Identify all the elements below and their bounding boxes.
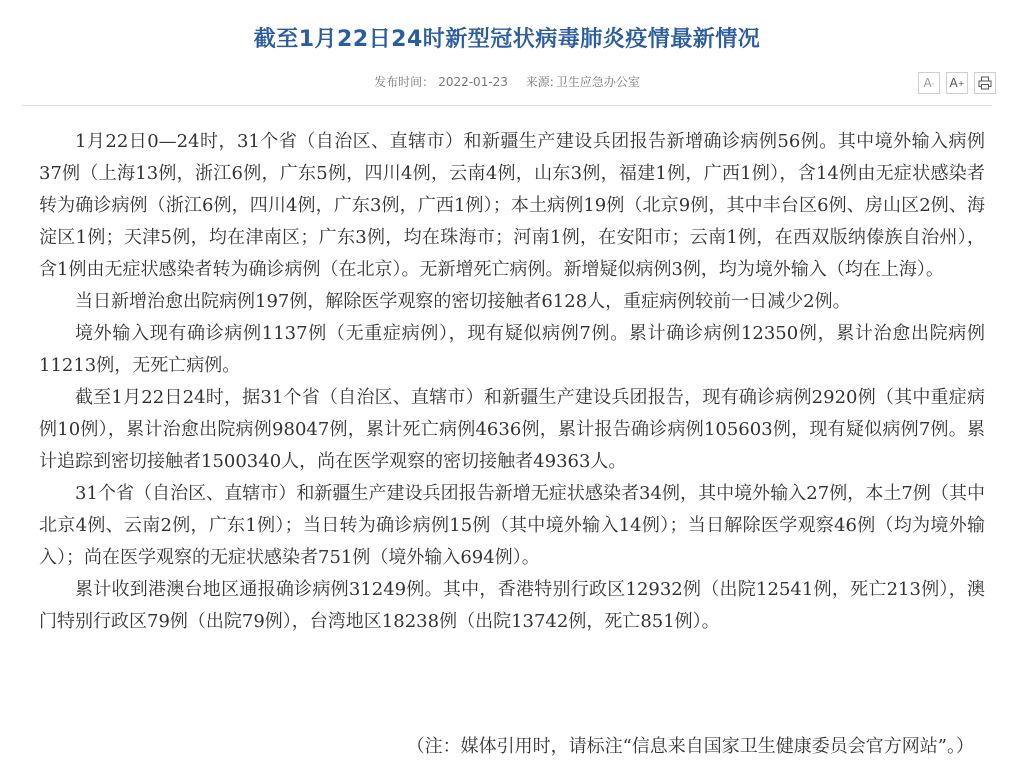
publish-info [374, 75, 508, 89]
minus-icon: - [931, 78, 935, 88]
increase-font-label: A [949, 76, 958, 90]
print-button[interactable] [974, 72, 996, 94]
paragraph: 境外输入现有确诊病例1137例（无重症病例），现有疑似病例7例。累计确诊病例12350例，累计治愈出院病例11213例，无死亡病例。 [39, 323, 985, 376]
publish-label: 发布时间： [374, 75, 435, 89]
source-name: 卫生应急办公室 [555, 75, 640, 89]
paragraph: 1月22日0—24时，31个省（自治区、直辖市）和新疆生产建设兵团报告新增确诊病例56例。其中境外输入病例37例（上海13例，浙江6例，广东5例，四川4例，云南4例，山东3例，福建1例，广西1例），含14例由无症状感染者转为确诊病例（浙江6例，四川4例，广东3例，广西1例）；本土病例19例（北京9例，其中丰台区6例、房山区2例、海淀区1例；天津5例，均在津南区；广东3例，均在珠海市；河南1例，在安阳市；云南1例，在西双版纳傣族自治州），含1例由无症状感染者转为确诊病例（在北京）。无新增死亡病例。新增疑似病例3例，均为境外输入（均在上海）。 [39, 131, 985, 280]
decrease-font-label: A [923, 76, 932, 90]
source-info [526, 75, 640, 89]
printer-icon [978, 76, 992, 90]
publish-date: 2022-01-23 [438, 75, 508, 89]
article-meta [0, 73, 1014, 90]
increase-font-button[interactable] [946, 72, 968, 94]
paragraph: 累计收到港澳台地区通报确诊病例31249例。其中，香港特别行政区12932例（出院12541例，死亡213例），澳门特别行政区79例（出院79例），台湾地区18238例（出院13742例，死亡851例）。 [39, 579, 985, 632]
plus-icon: + [957, 78, 965, 88]
source-label: 来源: [525, 75, 554, 89]
decrease-font-button[interactable] [918, 72, 940, 94]
citation-note: （注：媒体引用时，请标注“信息来自国家卫生健康委员会官方网站”。） [406, 736, 974, 757]
paragraph: 当日新增治愈出院病例197例，解除医学观察的密切接触者6128人，重症病例较前一日减少2例。 [75, 291, 851, 312]
header-divider [22, 105, 992, 106]
paragraph: 截至1月22日24时，据31个省（自治区、直辖市）和新疆生产建设兵团报告，现有确诊病例2920例（其中重症病例10例），累计治愈出院病例98047例，累计死亡病例4636例，累计报告确诊病例105603例，现有疑似病例7例。累计追踪到密切接触者1500340人，尚在医学观察的密切接触者49363人。 [39, 387, 985, 472]
paragraph: 31个省（自治区、直辖市）和新疆生产建设兵团报告新增无症状感染者34例，其中境外输入27例，本土7例（其中北京4例、云南2例，广东1例）；当日转为确诊病例15例（其中境外输入14例）；当日解除医学观察46例（均为境外输入）；尚在医学观察的无症状感染者751例（境外输入694例）。 [39, 483, 985, 568]
article-toolbar [918, 72, 996, 94]
article-body [39, 126, 985, 638]
page-title: 截至1月22日24时新型冠状病毒肺炎疫情最新情况 [253, 27, 761, 52]
